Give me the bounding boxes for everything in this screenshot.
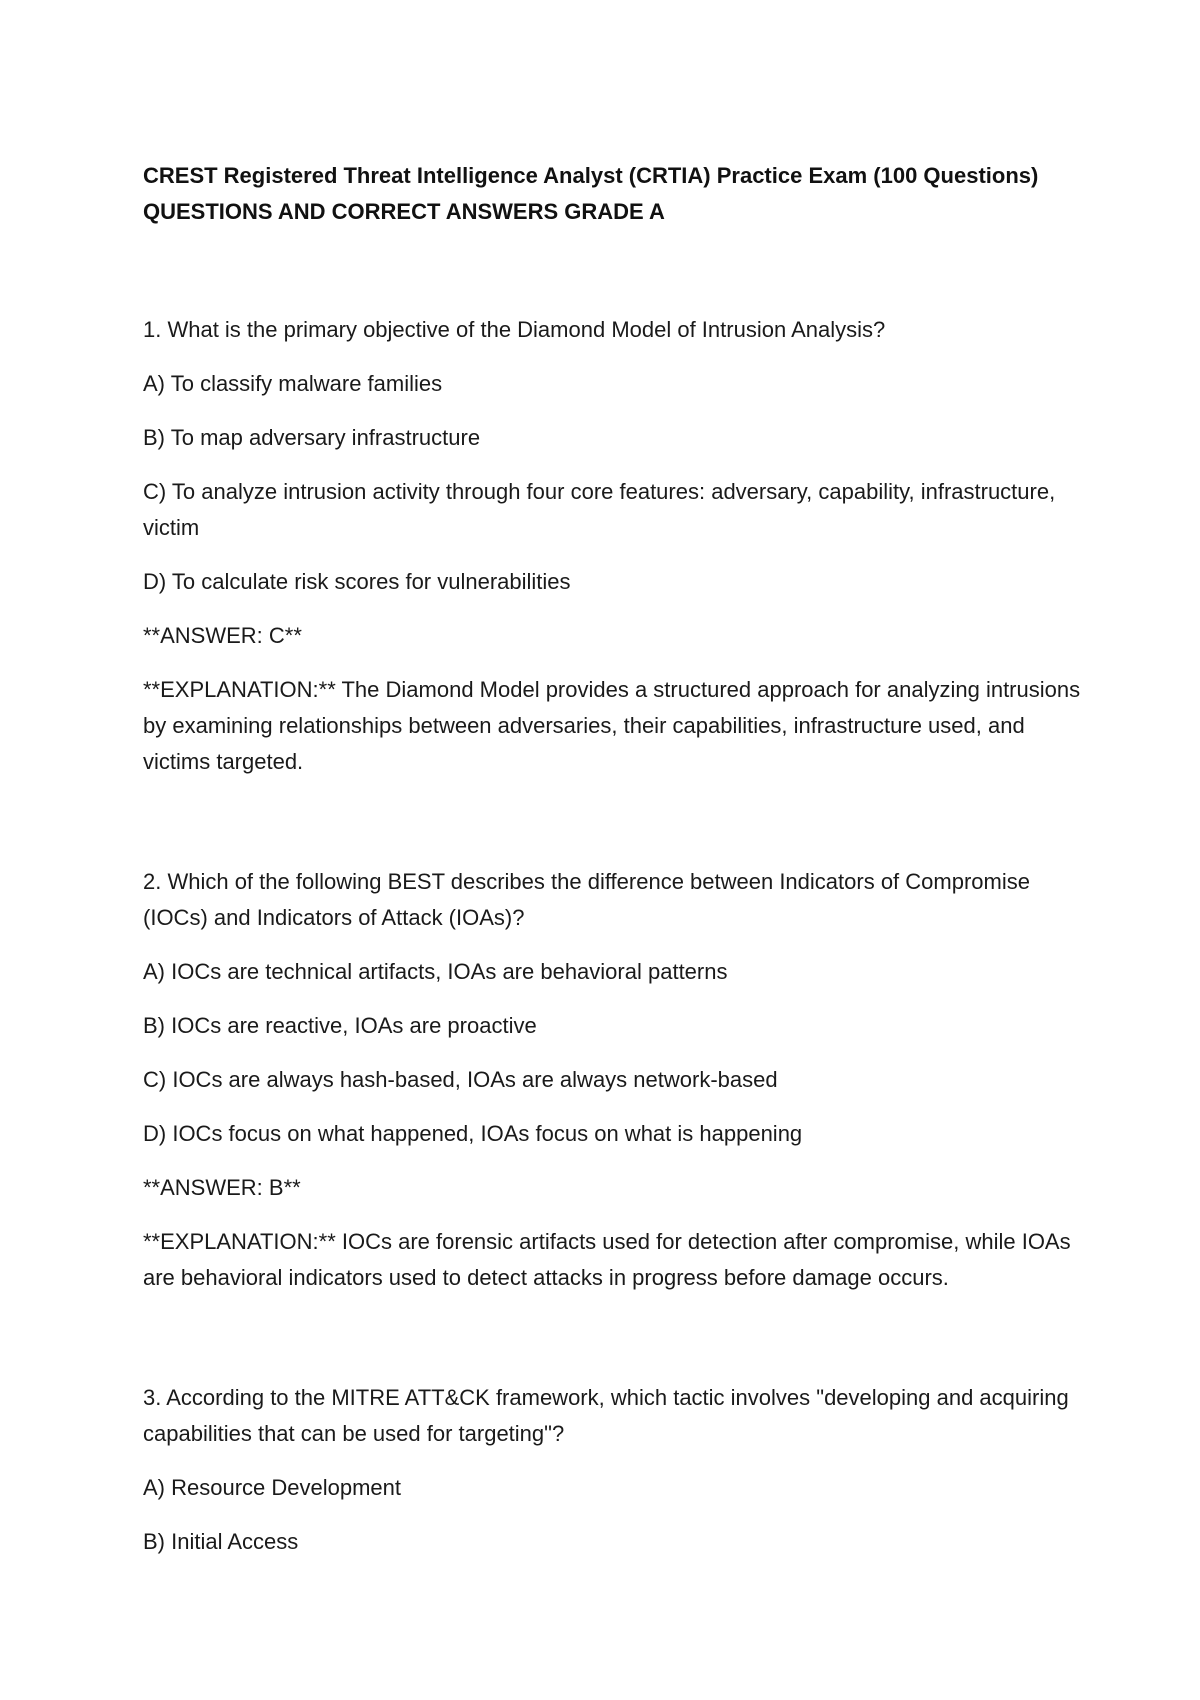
answer-line: **ANSWER: C**: [143, 623, 302, 648]
explanation-text: **EXPLANATION:** The Diamond Model provides a structured approach for analyzing intrusions by examining relationships between adversaries, their capabilities, infrastructure used, and victims targeted.: [143, 677, 1081, 774]
option-d: D) IOCs focus on what happened, IOAs focus on what is happening: [143, 1121, 803, 1146]
title-line-2: QUESTIONS AND CORRECT ANSWERS GRADE A: [143, 199, 665, 224]
question-text: 2. Which of the following BEST describes the difference between Indicators of Compromise (IOCs) and Indicators of Attack (IOAs)?: [143, 869, 1030, 930]
option-a: A) IOCs are technical artifacts, IOAs are behavioral patterns: [143, 959, 728, 984]
question-text: 3. According to the MITRE ATT&CK framework, which tactic involves "developing and acquiring capabilities that can be used for targeting"?: [143, 1385, 1069, 1446]
document-content: [143, 158, 1083, 1560]
option-d: D) To calculate risk scores for vulnerabilities: [143, 569, 571, 594]
document-title: [143, 158, 1083, 230]
option-c: C) To analyze intrusion activity through four core features: adversary, capability, infrastructure, victim: [143, 479, 1056, 540]
question-text: 1. What is the primary objective of the Diamond Model of Intrusion Analysis?: [143, 317, 886, 342]
option-b: B) IOCs are reactive, IOAs are proactive: [143, 1013, 537, 1038]
answer-line: **ANSWER: B**: [143, 1175, 301, 1200]
option-b: B) Initial Access: [143, 1529, 299, 1554]
explanation-text: **EXPLANATION:** IOCs are forensic artifacts used for detection after compromise, while IOAs are behavioral indicators used to detect attacks in progress before damage occurs.: [143, 1229, 1071, 1290]
title-line-1: CREST Registered Threat Intelligence Analyst (CRTIA) Practice Exam (100 Questions): [143, 163, 1039, 188]
option-c: C) IOCs are always hash-based, IOAs are always network-based: [143, 1067, 778, 1092]
question-3: [143, 1380, 1083, 1560]
option-b: B) To map adversary infrastructure: [143, 425, 481, 450]
question-2: [143, 864, 1083, 1296]
question-1: [143, 312, 1083, 780]
option-a: A) To classify malware families: [143, 371, 443, 396]
option-a: A) Resource Development: [143, 1475, 402, 1500]
